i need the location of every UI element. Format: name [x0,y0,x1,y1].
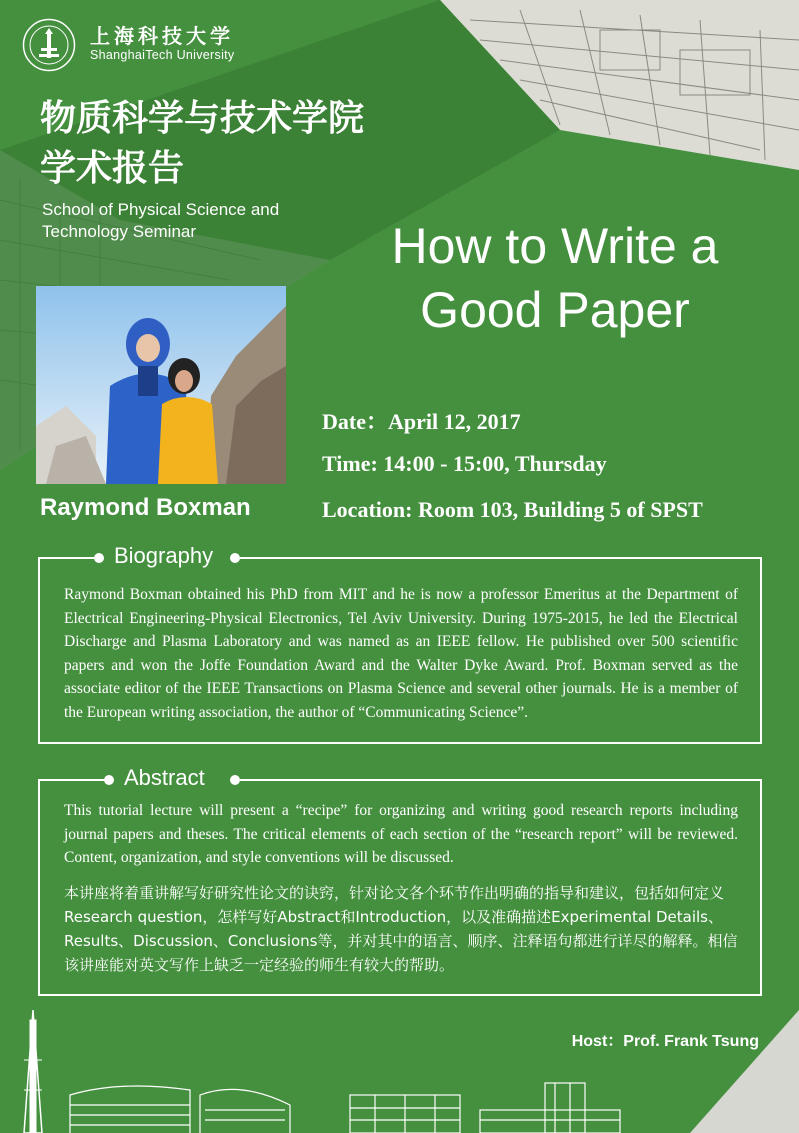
bullet-dot-icon [104,775,114,785]
host-name: Host：Prof. Frank Tsung [571,1033,759,1050]
bullet-dot-icon [230,775,240,785]
school-title-en [42,199,342,243]
divider-line [240,557,760,559]
divider-line [40,557,96,559]
talk-title-line1: How to Write a [391,218,719,274]
divider-line [240,779,760,781]
school-title-en-line1: School of Physical Science and [42,200,280,219]
biography-heading: Biography [114,543,214,568]
school-title-en-line2: Technology Seminar [42,222,197,241]
biography-text: Raymond Boxman obtained his PhD from MIT and he is now a professor Emeritus at the Department of Electrical Engineering-Physical Electronics, Tel Aviv University. During 1975-2015, he led the Electrical Discharge and Plasma Laboratory and was named as an IEEE fellow. He published over 500 scientific papers and won the Joffe Foundation Award and the Walter Dyke Award. Prof. Boxman served as the associate editor of the IEEE Transactions on Plasma Science and several other journals. He is a member of the European writing association, the author of “Communicating Science”. [64,586,738,721]
event-time: Time: 14:00 - 15:00, Thursday [322,451,607,476]
school-title-cn-line1: 物质科学与技术学院 [40,98,365,139]
bullet-dot-icon [94,553,104,563]
biography-section [38,543,762,744]
abstract-section [38,765,762,996]
school-title-cn-line2: 学术报告 [40,148,185,189]
abstract-text-cn: 本讲座将着重讲解写好研究性论文的诀窍，针对论文各个环节作出明确的指导和建议，包括如何定义Research question，怎样写好Abstract和Introduction，以及准确描述Experimental Details、Results、Discussion、Conclusions等，并对其中的语言、顺序、注释语句都进行详尽的解释。相信该讲座能对英文写作上缺乏一定经验的师生有较大的帮助。 [64,884,738,974]
talk-title [340,214,770,342]
bullet-dot-icon [230,553,240,563]
university-seal-icon [22,18,76,72]
university-name-en: ShanghaiTech University [90,48,235,62]
speaker-name: Raymond Boxman [40,494,251,521]
abstract-heading: Abstract [124,765,205,790]
event-location: Location: Room 103, Building 5 of SPST [322,497,703,522]
event-date: Date：April 12, 2017 [322,409,521,434]
school-title-cn [40,94,460,194]
talk-title-line2: Good Paper [420,282,690,338]
university-name-cn: 上海科技大学 [90,24,234,48]
speaker-photo [36,286,286,484]
divider-line [40,779,106,781]
abstract-text-en: This tutorial lecture will present a “recipe” for organizing and writing good research reports including journal papers and theses. The critical elements of each section of the “research report” will be reviewed. Content, organization, and style conventions will be discussed. [64,802,738,866]
